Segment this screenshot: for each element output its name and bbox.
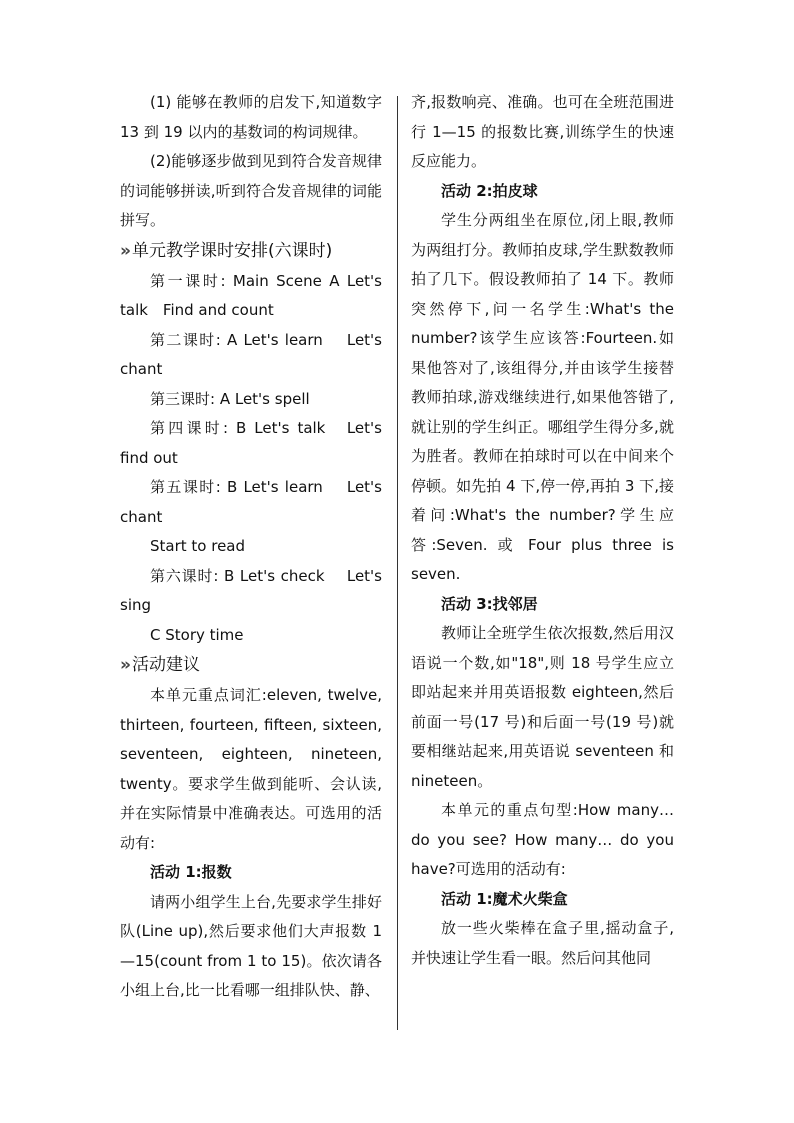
lesson-4: 第四课时: B Let's talk Let's find out [120,419,382,467]
lesson-3: 第三课时: A Let's spell [150,389,310,408]
column-divider [397,96,398,1030]
objective-1: (1) 能够在教师的启发下,知道数字 13 到 19 以内的基数词的构词规律。 [120,93,382,141]
activity-heading-3: 活动 3:找邻居 [441,594,538,613]
chevron-double-icon: ›› [120,655,129,675]
lesson-2: 第二课时: A Let's learn Let's chant [120,330,382,378]
lesson-5-extra: Start to read [150,537,246,555]
activity-heading-4: 活动 1:魔术火柴盒 [441,889,568,908]
activity-heading-1: 活动 1:报数 [150,863,232,881]
activity-4-text: 放一些火柴棒在盒子里,摇动盒子,并快速让学生看一眼。然后问其他同 [411,919,674,967]
objective-2: (2)能够逐步做到见到符合发音规律的词能够拼读,听到符合发音规律的词能拼写。 [120,152,382,229]
section-heading-activities [120,650,382,681]
lesson-6-extra: C Story time [150,625,244,644]
lesson-6: 第六课时: B Let's check Let's sing [120,566,382,614]
activity-1-continued: 齐,报数响亮、准确。也可在全班范围进行 1—15 的报数比赛,训练学生的快速反应能力。 [411,93,674,170]
lesson-5: 第五课时: B Let's learn Let's chant [120,478,382,526]
chevron-double-icon: ›› [120,240,129,261]
left-column [120,88,382,1006]
sentence-patterns-paragraph: 本单元的重点句型:How many… do you see? How many… do you have?可选用的活动有: [411,801,674,878]
activity-2-text: 学生分两组坐在原位,闭上眼,教师为两组打分。教师拍皮球,学生默数教师拍了几下。假设教师拍了 14 下。教师突然停下,问一名学生:What's the number?该学生应该答:Fourteen.如果他答对了,该组得分,并由该学生接替教师拍球,游戏继续进行,如果他答错了,就让别的学生纠正。哪组学生得分多,就为胜者。教师在拍球时可以在中间来个停顿。如先拍 4 下,停一停,再拍 3 下,接着问:What's the number?学生应答:Seven. 或 Four plus three is seven. [411,211,674,583]
section-heading-activities-text: 活动建议 [132,655,201,675]
right-column [411,88,674,973]
section-heading-schedule-text: 单元教学课时安排(六课时) [132,240,333,261]
activity-1-text: 请两小组学生上台,先要求学生排好队(Line up),然后要求他们大声报数 1—15(count from 1 to 15)。依次请各小组上台,比一比看哪一组排队快、静、 [120,892,382,999]
activity-heading-2: 活动 2:拍皮球 [441,181,538,200]
section-heading-schedule [120,236,382,267]
vocabulary-paragraph: 本单元重点词汇:eleven, twelve, thirteen, fourteen, fifteen, sixteen, seventeen, eighteen, nineteen, twenty。要求学生做到能听、会认读,并在实际情景中准确表达。可选用的活动有: [120,686,382,852]
activity-3-text: 教师让全班学生依次报数,然后用汉语说一个数,如"18",则 18 号学生应立即站起来并用英语报数 eighteen,然后前面一号(17 号)和后面一号(19 号)就要相继站起来,用英语说 seventeen 和 nineteen。 [411,624,674,790]
lesson-1: 第一课时: Main Scene A Let's talk Find and count [120,271,382,319]
